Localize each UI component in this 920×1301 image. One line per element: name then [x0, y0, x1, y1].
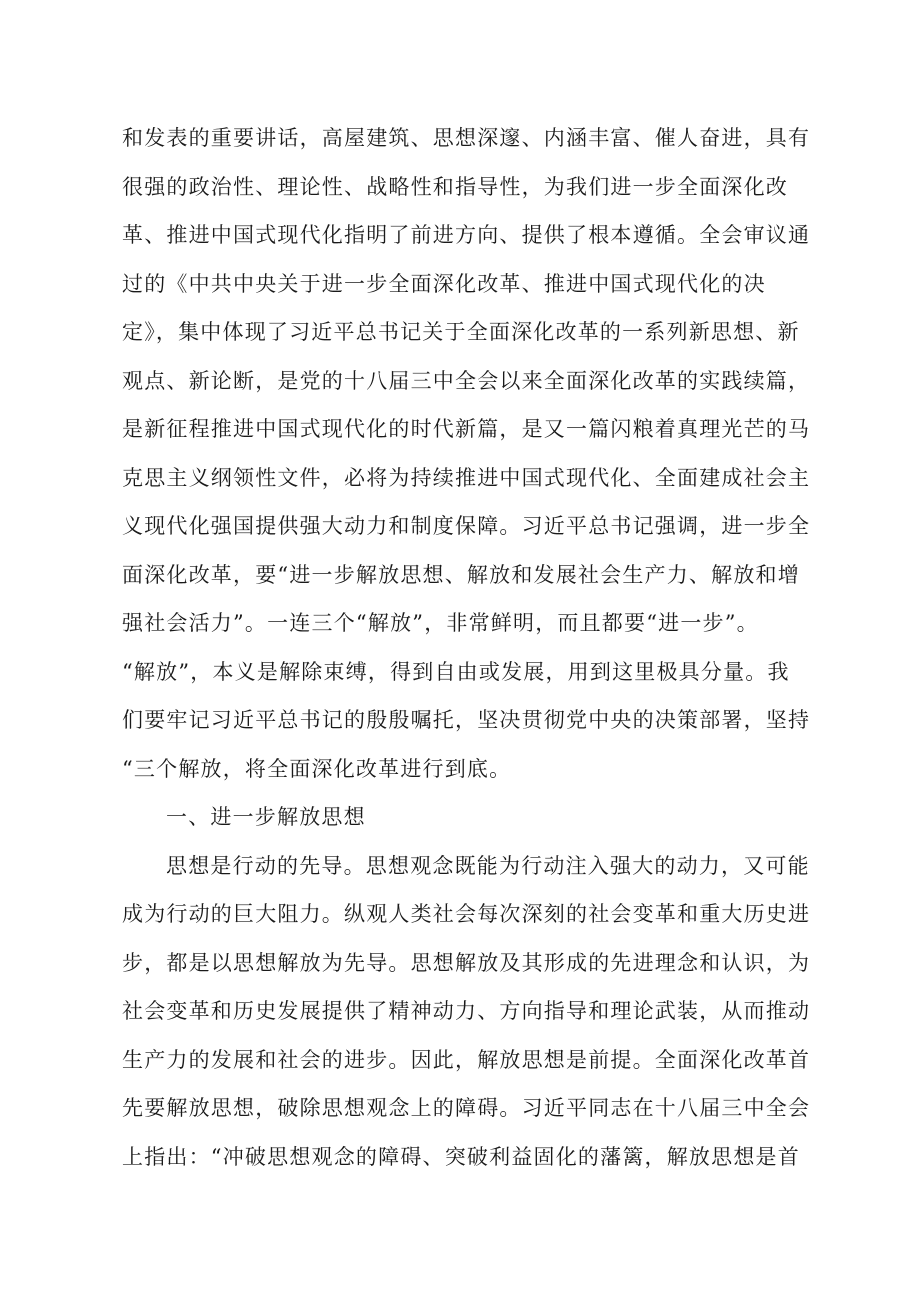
document-body — [122, 114, 812, 1181]
section-heading: 一、进一步解放思想 — [166, 805, 366, 829]
text-line: 克思主义纲领性文件，必将为持续推进中国式现代化、全面建成社会主 — [122, 465, 811, 490]
text-line: 生产力的发展和社会的进步。因此，解放思想是前提。全面深化改革首 — [122, 1047, 811, 1072]
text-line: “三个解放，将全面深化改革进行到底。 — [122, 756, 512, 781]
text-line: “解放”，本义是解除束缚，得到自由或发展，用到这里极具分量。我 — [122, 659, 790, 684]
text-line: 是新征程推进中国式现代化的时代新篇，是又一篇闪粮着真理光芒的马 — [122, 417, 811, 441]
text-line: 义现代化强国提供强大动力和制度保障。习近平总书记强调，进一步全 — [122, 514, 811, 538]
text-line: 社会变革和历史发展提供了精神动力、方向指导和理论武装，从而推动 — [122, 999, 811, 1023]
text-line: 定》，集中体现了习近平总书记关于全面深化改革的一系列新思想、新 — [122, 320, 800, 344]
text-line: 成为行动的巨大阻力。纵观人类社会每次深刻的社会变革和重大历史进 — [122, 902, 811, 926]
text-line: 很强的政治性、理论性、战略性和指导性，为我们进一步全面深化改 — [122, 174, 788, 199]
text-line: 过的《中共中央关于进一步全面深化改革、推进中国式现代化的决 — [122, 271, 766, 296]
text-line: 先要解放思想，破除思想观念上的障碍。习近平同志在十八届三中全会 — [122, 1096, 811, 1120]
text-line: 革、推进中国式现代化指明了前进方向、提供了根本遵循。全会审议通 — [122, 223, 811, 247]
text-line: 观点、新论断，是党的十八届三中全会以来全面深化改革的实践续篇， — [122, 368, 811, 393]
text-line: 们要牢记习近平总书记的殷殷嘱托，坚决贯彻党中央的决策部署，坚持 — [122, 708, 811, 732]
text-line: 面深化改革，要“进一步解放思想、解放和发展社会生产力、解放和增 — [122, 562, 800, 587]
text-line: 强社会活力”。一连三个“解放”，非常鲜明，而且都要“进一步”。 — [122, 611, 759, 635]
text-line: 步，都是以思想解放为先导。思想解放及其形成的先进理念和认识，为 — [122, 950, 811, 975]
text-line: 和发表的重要讲话，高屋建筑、思想深邃、内涵丰富、催人奋进，具有 — [122, 126, 811, 150]
text-line: 上指出：“冲破思想观念的障碍、突破利益固化的藩篱，解放思想是首 — [122, 1144, 800, 1169]
text-line: 思想是行动的先导。思想观念既能为行动注入强大的动力，又可能 — [166, 853, 810, 878]
